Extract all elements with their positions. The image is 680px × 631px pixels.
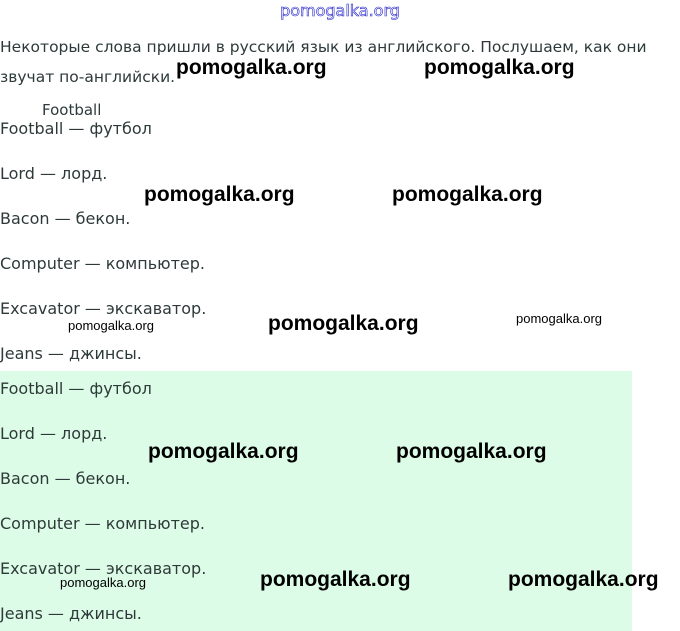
list-item: Football — футбол — [0, 119, 152, 138]
watermark: pomogalka.org — [148, 440, 299, 463]
watermark: pomogalka.org — [68, 318, 154, 333]
list-item: Jeans — джинсы. — [0, 604, 142, 623]
watermark: pomogalka.org — [508, 568, 659, 591]
list-item: Football — футбол — [0, 379, 152, 398]
watermark: pomogalka.org — [60, 575, 146, 590]
list-item: Lord — лорд. — [0, 424, 108, 443]
intro-paragraph: Некоторые слова пришли в русский язык из английского. Послушаем, как они звучат по-английски. — [0, 38, 647, 86]
watermark: pomogalka.org — [260, 568, 411, 591]
list-item: Excavator — экскаватор. — [0, 559, 207, 578]
watermark: pomogalka.org — [144, 183, 295, 206]
list-item: Computer — компьютер. — [0, 254, 205, 273]
watermark: pomogalka.org — [396, 440, 547, 463]
list-item: Bacon — бекон. — [0, 209, 131, 228]
cut-off-word: Football — [42, 101, 102, 119]
watermark: pomogalka.org — [268, 312, 419, 335]
list-item: Computer — компьютер. — [0, 514, 205, 533]
watermark: pomogalka.org — [392, 183, 543, 206]
list-item: Bacon — бекон. — [0, 469, 131, 488]
watermark: pomogalka.org — [424, 56, 575, 79]
watermark: pomogalka.org — [176, 56, 327, 79]
site-link[interactable]: pomogalka.org — [280, 1, 400, 20]
list-item: Jeans — джинсы. — [0, 344, 142, 363]
list-item: Excavator — экскаватор. — [0, 299, 207, 318]
list-item: Lord — лорд. — [0, 164, 108, 183]
answer-block — [0, 371, 632, 631]
watermark: pomogalka.org — [516, 311, 602, 326]
